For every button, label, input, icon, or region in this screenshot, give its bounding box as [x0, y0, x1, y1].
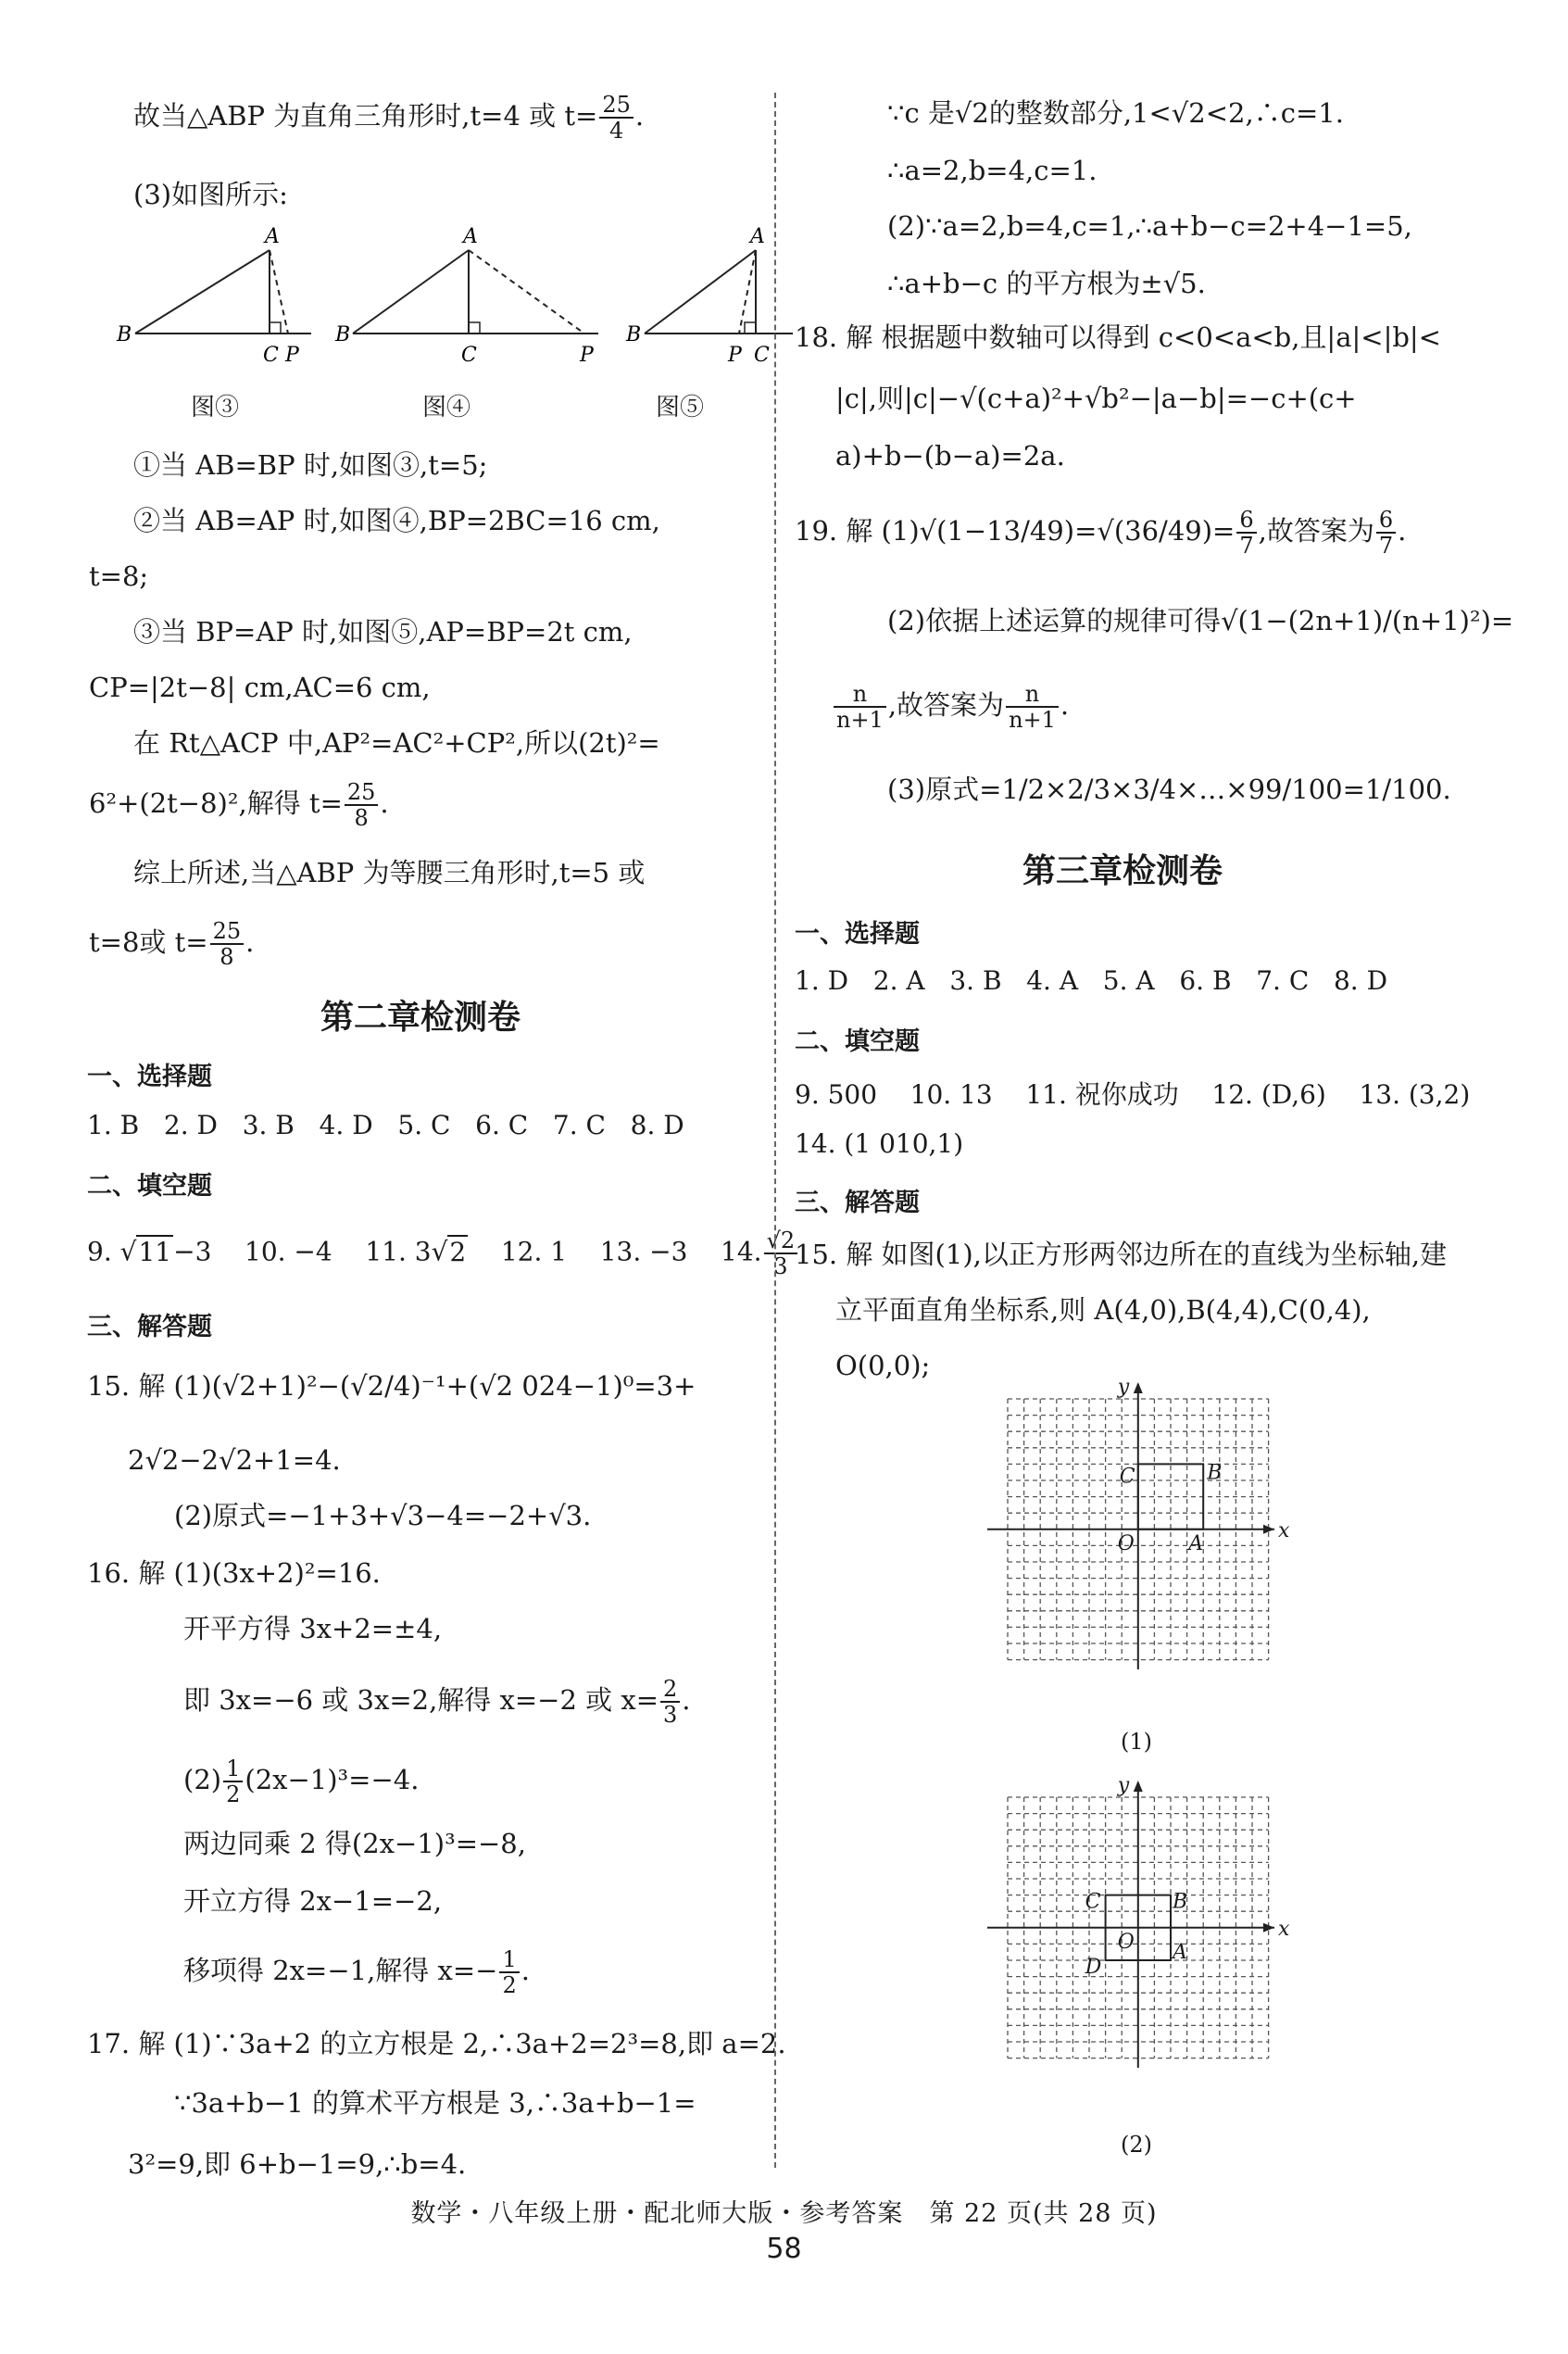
label-c: C [754, 344, 770, 367]
label-p: P [580, 344, 594, 367]
q16-line-6: 开立方得 2x−1=−2, [183, 1885, 443, 1917]
label-c: C [263, 344, 279, 367]
q15-line-2: 立平面直角坐标系,则 A(4,0),B(4,4),C(0,4), [835, 1294, 1371, 1326]
label-b: B [626, 323, 642, 346]
summary-a: 综上所述,当△ABP 为等腰三角形时,t=5 或 [133, 857, 646, 888]
summary-b: t=8或 t= $\frac{25}{8}$ . [89, 918, 255, 970]
case-2-a: ②当 AB=AP 时,如图④,BP=2BC=16 cm, [133, 505, 660, 536]
q18-line-3: a)+b−(b−a)=2a. [835, 440, 1065, 472]
q16-line-1: 16. 解 (1)(3x+2)²=16. [87, 1557, 381, 1589]
left-line-1: 故当△ABP 为直角三角形时,t=4 或 t= $\frac{25}{4}$ . [133, 92, 645, 144]
fill-answers-a: 9. 500 10. 13 11. 祝你成功 12. (D,6) 13. (3,2) [795, 1079, 1471, 1110]
r-line-4: ∴a+b−c 的平方根为±√5. [887, 268, 1206, 299]
section-solve: 三、解答题 [87, 1313, 212, 1341]
point-d: D [1085, 1956, 1102, 1979]
label-a: A [750, 225, 765, 248]
section-fill: 二、填空题 [87, 1172, 212, 1201]
point-o: O [1117, 1930, 1135, 1954]
point-a: A [1188, 1531, 1204, 1555]
fraction: $\frac{n}{n+1}$ [1006, 682, 1059, 732]
grid-1-caption: (1) [1121, 1729, 1152, 1755]
chapter-2-title: 第二章检测卷 [320, 999, 521, 1037]
case-1: ①当 AB=BP 时,如图③,t=5; [133, 449, 488, 481]
q17-line-3: 3²=9,即 6+b−1=9,∴b=4. [128, 2148, 467, 2180]
left-line-2: (3)如图所示: [133, 179, 288, 210]
r-line-2: ∴a=2,b=4,c=1. [887, 155, 1098, 186]
column-divider [774, 93, 776, 2168]
label-b: B [335, 323, 351, 346]
q19-line-1: 19. 解 (1)√(1−13/49)=√(36/49)= $\frac{6}{7}$ ,故答案为 $\frac{6}{7}$ . [795, 507, 1407, 559]
figure-3 [116, 225, 311, 367]
fraction: $\frac{1}{2}$ [499, 1947, 519, 1997]
q19-line-3: $\frac{n}{n+1}$ ,故答案为 $\frac{n}{n+1}$ . [832, 682, 1069, 732]
q16-line-3: 即 3x=−6 或 3x=2,解得 x=−2 或 x= $\frac{2}{3}$ . [183, 1676, 691, 1728]
mc-answers: 1. B 2. D 3. B 4. D 5. C 6. C 7. C 8. D [87, 1110, 684, 1140]
case-3-d: 6²+(2t−8)²,解得 t= $\frac{25}{8}$ . [89, 779, 389, 831]
label-a: A [265, 225, 280, 248]
q17-line-2: ∵3a+b−1 的算术平方根是 3,∴3a+b−1= [174, 2087, 696, 2119]
chapter-3-title: 第三章检测卷 [1022, 852, 1223, 890]
q16-line-7: 移项得 2x=−1,解得 x=− $\frac{1}{2}$ . [183, 1946, 530, 1998]
fraction: $\frac{2}{3}$ [660, 1677, 680, 1727]
figure-5 [625, 225, 793, 367]
point-a: A [1173, 1941, 1187, 1964]
figure-4 [334, 225, 598, 367]
q15-line-2: 2√2−2√2+1=4. [128, 1444, 341, 1476]
fraction: $\frac{6}{7}$ [1236, 508, 1256, 558]
grid-2-caption: (2) [1121, 2132, 1152, 2158]
case-3-a: ③当 BP=AP 时,如图⑤,AP=BP=2t cm, [133, 616, 633, 648]
q16-line-2: 开平方得 3x+2=±4, [183, 1613, 443, 1644]
q19-line-4: (3)原式=1/2×2/3×3/4×…×99/100=1/100. [887, 774, 1451, 805]
section-choice: 一、选择题 [795, 920, 920, 949]
q18-line-2: |c|,则|c|−√(c+a)²+√b²−|a−b|=−c+(c+ [835, 383, 1357, 414]
r-line-3: (2)∵a=2,b=4,c=1,∴a+b−c=2+4−1=5, [887, 210, 1412, 242]
fraction: $\frac{25}{8}$ [210, 919, 245, 969]
page-footer: 数学・八年级上册・配北师大版・参考答案 第 22 页(共 28 页) [410, 2199, 1158, 2228]
mc-answers: 1. D 2. A 3. B 4. A 5. A 6. B 7. C 8. D [795, 965, 1388, 996]
case-3-c: 在 Rt△ACP 中,AP²=AC²+CP²,所以(2t)²= [133, 727, 660, 759]
fill-answers-b: 14. (1 010,1) [795, 1128, 964, 1159]
y-axis-arrow [1134, 1382, 1143, 1393]
page-number: 58 [766, 2233, 802, 2265]
q17-line-1: 17. 解 (1)∵3a+2 的立方根是 2,∴3a+2=2³=8,即 a=2. [87, 2028, 786, 2059]
q18-line-1: 18. 解 根据题中数轴可以得到 c<0<a<b,且|a|<|b|< [795, 321, 1441, 353]
caption-fig5: 图⑤ [656, 394, 705, 422]
label-a: A [463, 225, 478, 248]
fill-answers: 9. √11−3 10. −4 11. 3√2 12. 1 13. −3 14. $\frac{√2}{3}$ [87, 1228, 799, 1278]
point-b: B [1207, 1461, 1223, 1485]
q15-line-1: 15. 解 (1)(√2+1)²−(√2/4)⁻¹+(√2 024−1)⁰=3+ [87, 1370, 696, 1402]
section-choice: 一、选择题 [87, 1063, 212, 1091]
coordinate-grid-1 [980, 1376, 1290, 1677]
y-axis-arrow [1134, 1781, 1143, 1792]
fraction: $\frac{25}{8}$ [345, 780, 379, 830]
caption-fig3: 图③ [191, 394, 240, 422]
point-b: B [1173, 1890, 1188, 1914]
label-p: P [285, 344, 299, 367]
label-b: B [117, 323, 132, 346]
point-c: C [1119, 1465, 1135, 1489]
r-line-1: ∵c 是√2的整数部分,1<√2<2,∴c=1. [887, 97, 1344, 129]
point-c: C [1085, 1890, 1101, 1914]
axis-y-label: y [1117, 1774, 1130, 1797]
q15-line-3: O(0,0); [835, 1350, 931, 1381]
axis-x-label: x [1278, 1917, 1290, 1941]
label-p: P [728, 344, 742, 367]
fraction: $\frac{25}{4}$ [599, 93, 633, 143]
label-c: C [461, 344, 477, 367]
case-3-b: CP=|2t−8| cm,AC=6 cm, [89, 672, 431, 703]
axis-y-label: y [1117, 1376, 1130, 1399]
q16-line-5: 两边同乘 2 得(2x−1)³=−8, [183, 1828, 526, 1859]
section-solve: 三、解答题 [795, 1189, 920, 1217]
point-o: O [1117, 1531, 1135, 1555]
axis-x-label: x [1278, 1518, 1290, 1542]
caption-fig4: 图④ [422, 394, 471, 422]
fraction: $\frac{n}{n+1}$ [834, 682, 886, 732]
q15-line-1: 15. 解 如图(1),以正方形两邻边所在的直线为坐标轴,建 [795, 1239, 1448, 1270]
q16-line-4: (2) $\frac{1}{2}$ (2x−1)³=−4. [183, 1756, 420, 1807]
fraction: $\frac{1}{2}$ [223, 1756, 243, 1806]
q19-line-2: (2)依据上述运算的规律可得√(1−(2n+1)/(n+1)²)= [887, 605, 1514, 636]
case-2-b: t=8; [89, 560, 149, 592]
fraction: $\frac{√2}{3}$ [764, 1228, 798, 1278]
coordinate-grid-2 [980, 1774, 1290, 2075]
triangle-figures [117, 222, 802, 380]
fraction: $\frac{6}{7}$ [1376, 508, 1396, 558]
q15-line-3: (2)原式=−1+3+√3−4=−2+√3. [174, 1500, 592, 1531]
section-fill: 二、填空题 [795, 1027, 920, 1056]
